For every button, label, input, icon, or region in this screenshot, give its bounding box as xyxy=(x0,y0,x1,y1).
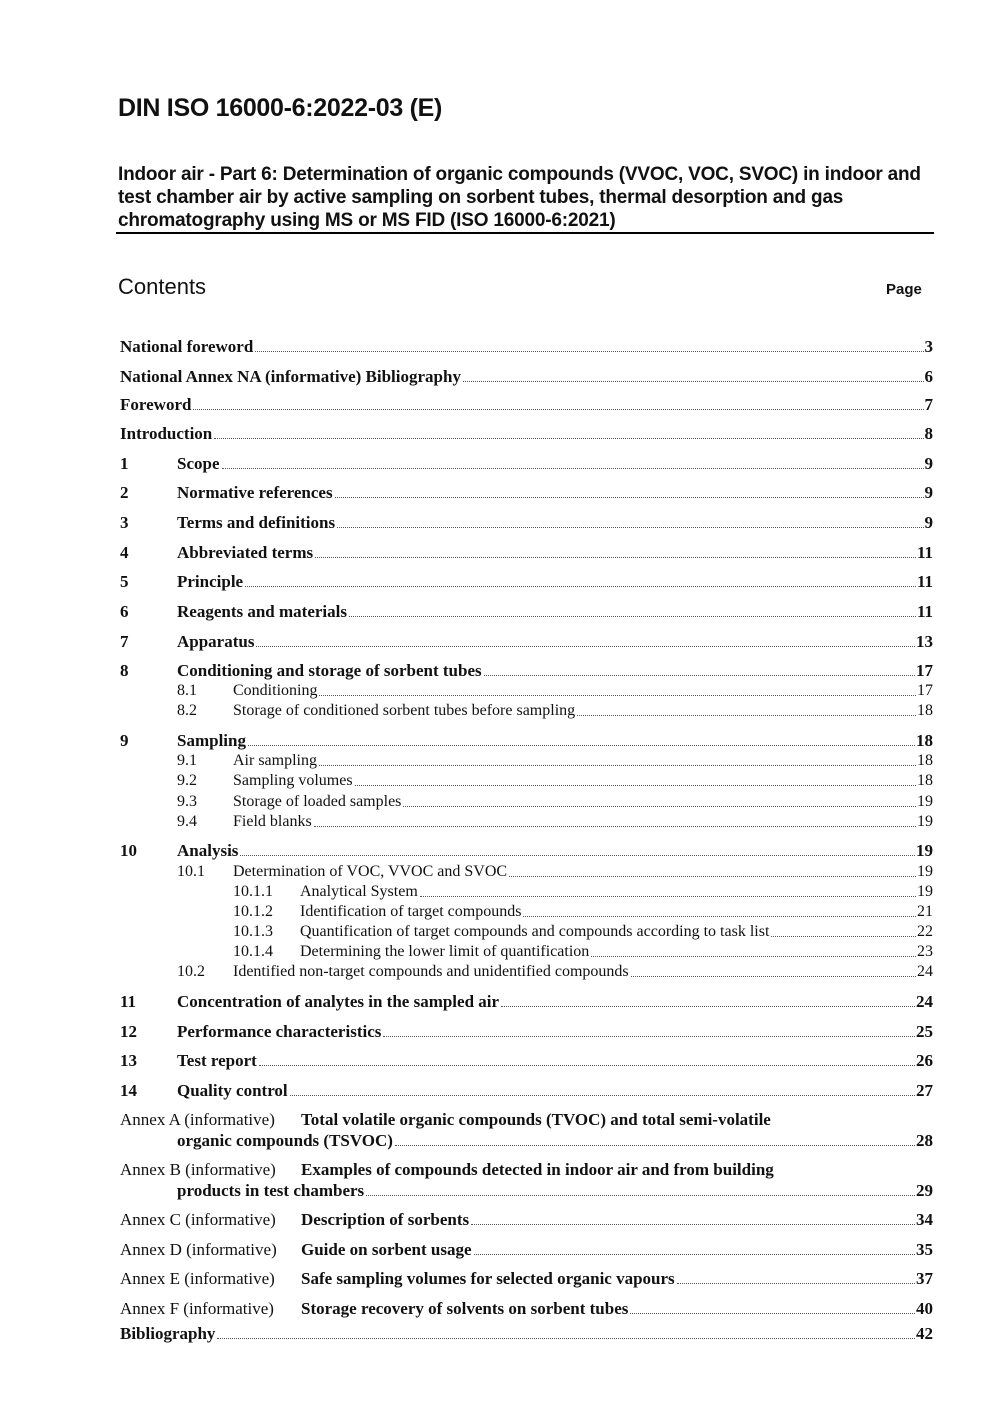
dot-leader xyxy=(319,765,916,766)
toc-entry[interactable] xyxy=(0,483,933,503)
dot-leader xyxy=(484,675,915,676)
toc-entry-number: 8 xyxy=(120,661,129,680)
toc-entry-page: 19 xyxy=(916,841,933,860)
dot-leader xyxy=(222,468,924,469)
toc-entry[interactable] xyxy=(0,882,933,902)
toc-entry-number: 10.1.4 xyxy=(233,943,273,960)
toc-entry-title: Identified non-target compounds and unidentified compounds xyxy=(233,963,629,980)
toc-entry-number: Annex E (informative) xyxy=(120,1269,275,1288)
toc-entry-number: 10.1.3 xyxy=(233,923,273,940)
toc-entry-title: Abbreviated terms xyxy=(177,543,314,562)
toc-entry-title: Conditioning and storage of sorbent tubes xyxy=(177,661,482,680)
document-id: DIN ISO 16000-6:2022-03 (E) xyxy=(118,94,443,122)
toc-entry-page: 34 xyxy=(916,1210,933,1229)
toc-entry-title: Foreword xyxy=(120,395,192,414)
toc-entry-page: 18 xyxy=(917,702,933,719)
toc-entry[interactable] xyxy=(0,543,933,563)
dot-leader xyxy=(315,557,916,558)
toc-entry[interactable] xyxy=(0,701,933,721)
dot-leader xyxy=(193,409,923,410)
toc-entry-title: National Annex NA (informative) Bibliography xyxy=(120,367,461,386)
toc-entry[interactable] xyxy=(0,1299,933,1319)
toc-entry[interactable] xyxy=(0,751,933,771)
toc-entry-title: Sampling xyxy=(177,731,246,750)
toc-entry-title: Storage of loaded samples xyxy=(233,793,402,810)
toc-entry-number: 13 xyxy=(120,1051,137,1070)
toc-entry[interactable] xyxy=(0,632,933,652)
toc-entry-number: 9.4 xyxy=(177,813,197,830)
toc-entry-title: Reagents and materials xyxy=(177,602,347,621)
toc-entry[interactable] xyxy=(0,661,933,681)
toc-entry-title: Terms and definitions xyxy=(177,513,336,532)
dot-leader xyxy=(314,826,916,827)
toc-entry-title: Apparatus xyxy=(177,632,255,651)
toc-entry-title: Determination of VOC, VVOC and SVOC xyxy=(233,863,508,880)
toc-entry[interactable] xyxy=(0,681,933,701)
toc-entry-number: Annex C (informative) xyxy=(120,1210,276,1229)
dot-leader xyxy=(240,855,915,856)
dot-leader xyxy=(509,876,916,877)
toc-entry-title: National foreword xyxy=(120,337,254,356)
toc-entry-title: Introduction xyxy=(120,424,213,443)
toc-entry[interactable] xyxy=(0,992,933,1012)
toc-entry-number: 11 xyxy=(120,992,137,1011)
dot-leader xyxy=(403,806,916,807)
toc-entry[interactable] xyxy=(0,792,933,812)
dot-leader xyxy=(471,1224,915,1225)
toc-entry-page: 3 xyxy=(924,337,933,356)
toc-entry-page: 25 xyxy=(916,1022,933,1041)
toc-entry[interactable] xyxy=(0,1110,933,1130)
toc-entry-title: Determining the lower limit of quantification xyxy=(300,943,590,960)
toc-entry-number: Annex B (informative) xyxy=(120,1160,276,1179)
toc-entry-title: Air sampling xyxy=(233,752,317,769)
toc-entry-number: 6 xyxy=(120,602,129,621)
toc-entry-number: Annex A (informative) xyxy=(120,1110,275,1129)
toc-entry-title: Analytical System xyxy=(300,883,418,900)
toc-entry[interactable] xyxy=(0,1081,933,1101)
toc-entry-number: 12 xyxy=(120,1022,137,1041)
toc-entry-page: 22 xyxy=(917,923,933,940)
toc-entry-page: 42 xyxy=(916,1324,933,1343)
toc-entry[interactable] xyxy=(0,812,933,832)
dot-leader xyxy=(259,1065,915,1066)
toc-entry-number: 5 xyxy=(120,572,129,591)
dot-leader xyxy=(366,1195,915,1196)
toc-entry-page: 19 xyxy=(917,863,933,880)
toc-entry-number: 14 xyxy=(120,1081,137,1100)
toc-entry-page: 9 xyxy=(924,483,933,502)
toc-entry-number: 9 xyxy=(120,731,129,750)
toc-entry[interactable] xyxy=(0,1269,933,1289)
toc-entry-continuation[interactable] xyxy=(0,1181,933,1201)
toc-entry-page: 11 xyxy=(916,572,933,591)
title-divider xyxy=(116,232,934,234)
toc-entry-page: 37 xyxy=(916,1269,933,1288)
toc-entry-page: 24 xyxy=(917,963,933,980)
toc-entry-page: 17 xyxy=(917,682,933,699)
toc-entry[interactable] xyxy=(0,962,933,982)
toc-entry[interactable] xyxy=(0,1210,933,1230)
toc-entry-page: 40 xyxy=(916,1299,933,1318)
dot-leader xyxy=(630,1313,915,1314)
toc-entry-page: 35 xyxy=(916,1240,933,1259)
toc-entry-title: Normative references xyxy=(177,483,333,502)
contents-heading: Contents xyxy=(118,274,207,299)
toc-entry-title: Concentration of analytes in the sampled air xyxy=(177,992,500,1011)
toc-entry-number: 4 xyxy=(120,543,129,562)
toc-entry-number: 9.3 xyxy=(177,793,197,810)
toc-entry[interactable] xyxy=(0,1324,933,1344)
dot-leader xyxy=(248,745,915,746)
dot-leader xyxy=(217,1338,915,1339)
toc-entry[interactable] xyxy=(0,1051,933,1071)
toc-entry-title: Analysis xyxy=(177,841,239,860)
toc-entry[interactable] xyxy=(0,454,933,474)
toc-entry-continuation[interactable] xyxy=(0,1131,933,1151)
toc-entry-title: Bibliography xyxy=(120,1324,216,1343)
dot-leader xyxy=(395,1145,915,1146)
toc-entry-page: 11 xyxy=(916,543,933,562)
page-column-label: Page xyxy=(886,281,922,298)
toc-entry-title: Conditioning xyxy=(233,682,318,699)
toc-entry-number: 10 xyxy=(120,841,137,860)
toc-entry-page: 27 xyxy=(916,1081,933,1100)
toc-entry[interactable] xyxy=(0,602,933,622)
dot-leader xyxy=(290,1095,915,1096)
toc-entry-number: 3 xyxy=(120,513,129,532)
toc-entry-page: 23 xyxy=(917,943,933,960)
dot-leader xyxy=(255,351,923,352)
toc-entry-page: 29 xyxy=(916,1181,933,1200)
dot-leader xyxy=(677,1283,915,1284)
toc-entry[interactable] xyxy=(0,862,933,882)
toc-entry-title: Total volatile organic compounds (TVOC) and total semi-volatile xyxy=(301,1110,771,1129)
toc-entry-number: 2 xyxy=(120,483,129,502)
toc-entry-number: 9.2 xyxy=(177,772,197,789)
toc-entry-number: 7 xyxy=(120,632,129,651)
toc-entry[interactable] xyxy=(0,1022,933,1042)
toc-entry-number: 10.2 xyxy=(177,963,205,980)
toc-entry-number: 8.1 xyxy=(177,682,197,699)
toc-entry-title: Test report xyxy=(177,1051,257,1070)
toc-entry-page: 7 xyxy=(924,395,933,414)
toc-entry-number: 10.1.2 xyxy=(233,903,273,920)
toc-entry[interactable] xyxy=(0,841,933,861)
dot-leader xyxy=(577,715,916,716)
document-title: Indoor air - Part 6: Determination of organic compounds (VVOC, VOC, SVOC) in indoor and test chamber air by active sampling on sorbent tubes, thermal desorption and gas chromatography using MS or MS FID (ISO 16000-6:2021) xyxy=(118,164,921,231)
toc-entry-page: 6 xyxy=(924,367,933,386)
toc-entry-title: Field blanks xyxy=(233,813,312,830)
toc-entry-page: 19 xyxy=(917,793,933,810)
dot-leader xyxy=(501,1006,915,1007)
toc-entry-title: Sampling volumes xyxy=(233,772,353,789)
toc-entry-title-line2: products in test chambers xyxy=(177,1181,365,1200)
dot-leader xyxy=(523,916,916,917)
dot-leader xyxy=(771,936,916,937)
toc-entry-title: Guide on sorbent usage xyxy=(301,1240,472,1259)
toc-entry-title: Examples of compounds detected in indoor air and from building xyxy=(301,1160,774,1179)
toc-entry-title: Performance characteristics xyxy=(177,1022,382,1041)
toc-entry-page: 8 xyxy=(924,424,933,443)
dot-leader xyxy=(335,497,924,498)
dot-leader xyxy=(591,956,916,957)
dot-leader xyxy=(355,785,916,786)
toc-entry-number: 9.1 xyxy=(177,752,197,769)
toc-entry-title-line2: organic compounds (TSVOC) xyxy=(177,1131,393,1150)
dot-leader xyxy=(463,381,924,382)
toc-entry-title: Storage recovery of solvents on sorbent tubes xyxy=(301,1299,629,1318)
toc-entry[interactable] xyxy=(0,771,933,791)
toc-entry-page: 18 xyxy=(917,752,933,769)
dot-leader xyxy=(383,1036,915,1037)
toc-entry[interactable] xyxy=(0,513,933,533)
toc-entry-title: Description of sorbents xyxy=(301,1210,470,1229)
dot-leader xyxy=(349,616,916,617)
toc-entry-page: 26 xyxy=(916,1051,933,1070)
toc-entry-page: 24 xyxy=(916,992,933,1011)
toc-entry-title: Quantification of target compounds and compounds according to task list xyxy=(300,923,770,940)
toc-entry-title: Identification of target compounds xyxy=(300,903,522,920)
toc-entry[interactable] xyxy=(0,395,933,415)
toc-entry-number: 8.2 xyxy=(177,702,197,719)
toc-entry[interactable] xyxy=(0,922,933,942)
toc-entry[interactable] xyxy=(0,731,933,751)
toc-entry[interactable] xyxy=(0,902,933,922)
dot-leader xyxy=(214,438,923,439)
dot-leader xyxy=(337,527,923,528)
toc-entry-title: Safe sampling volumes for selected organic vapours xyxy=(301,1269,675,1288)
toc-entry-page: 18 xyxy=(917,772,933,789)
dot-leader xyxy=(474,1254,916,1255)
toc-entry[interactable] xyxy=(0,1240,933,1260)
toc-entry-page: 9 xyxy=(924,454,933,473)
toc-entry[interactable] xyxy=(0,367,933,387)
toc-entry-page: 9 xyxy=(924,513,933,532)
toc-entry-title: Storage of conditioned sorbent tubes before sampling xyxy=(233,702,576,719)
toc-entry[interactable] xyxy=(0,572,933,592)
toc-entry-title: Quality control xyxy=(177,1081,288,1100)
toc-entry-page: 11 xyxy=(916,602,933,621)
dot-leader xyxy=(256,646,915,647)
toc-entry-number: Annex F (informative) xyxy=(120,1299,274,1318)
dot-leader xyxy=(420,896,916,897)
toc-entry-page: 19 xyxy=(917,883,933,900)
toc-entry-page: 13 xyxy=(916,632,933,651)
toc-entry[interactable] xyxy=(0,424,933,444)
toc-entry[interactable] xyxy=(0,942,933,962)
toc-entry-number: 10.1.1 xyxy=(233,883,273,900)
toc-entry-page: 21 xyxy=(917,903,933,920)
toc-entry-page: 18 xyxy=(916,731,933,750)
toc-entry[interactable] xyxy=(0,1160,933,1180)
dot-leader xyxy=(245,586,916,587)
toc-entry[interactable] xyxy=(0,337,933,357)
toc-entry-title: Principle xyxy=(177,572,244,591)
toc-entry-number: 1 xyxy=(120,454,129,473)
toc-entry-number: 10.1 xyxy=(177,863,205,880)
dot-leader xyxy=(631,976,916,977)
dot-leader xyxy=(319,695,916,696)
toc-entry-page: 28 xyxy=(916,1131,933,1150)
toc-entry-title: Scope xyxy=(177,454,220,473)
toc-entry-number: Annex D (informative) xyxy=(120,1240,277,1259)
toc-entry-page: 17 xyxy=(916,661,933,680)
toc-entry-page: 19 xyxy=(917,813,933,830)
